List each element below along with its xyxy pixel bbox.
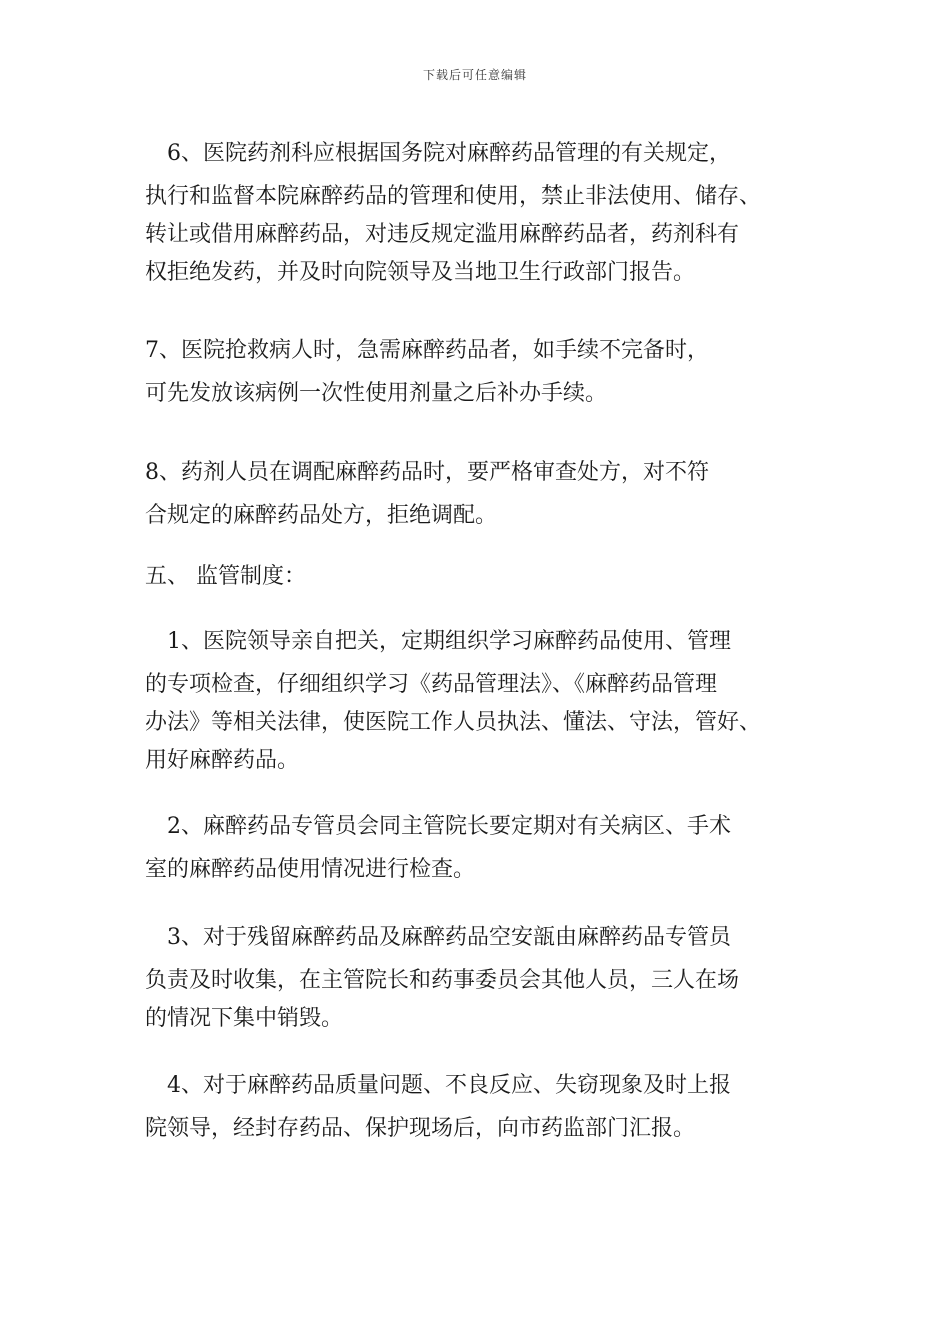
paragraph-6: [145, 130, 810, 292]
text-line: 办法》等相关法律，使医院工作人员执法、懂法、守法，管好、: [145, 710, 762, 735]
text-line: 转让或借用麻醉药品，对违反规定滥用麻醉药品者，药剂科有: [145, 222, 740, 247]
text-line: 4、对于麻醉药品质量问题、不良反应、失窃现象及时上报: [145, 1073, 731, 1098]
text-line: 院领导，经封存药品、保护现场后，向市药监部门汇报。: [145, 1116, 696, 1141]
text-line: 的情况下集中销毁。: [145, 1006, 344, 1031]
text-line: 1、医院领导亲自把关，定期组织学习麻醉药品使用、管理: [145, 629, 731, 654]
text-line: 2、麻醉药品专管员会同主管院长要定期对有关病区、手术: [145, 814, 731, 839]
paragraph-supervision-2: [145, 803, 810, 889]
text-line: 权拒绝发药，并及时向院领导及当地卫生行政部门报告。: [145, 260, 696, 285]
text-line: 的专项检查，仔细组织学习《药品管理法》、《麻醉药品管理: [145, 672, 718, 697]
text-line: 6、医院药剂科应根据国务院对麻醉药品管理的有关规定，: [145, 141, 731, 166]
text-line: 8、药剂人员在调配麻醉药品时，要严格审查处方，对不符: [145, 460, 709, 485]
text-line: 7、医院抢救病人时，急需麻醉药品者，如手续不完备时，: [145, 338, 709, 363]
header-note: 下载后可任意编辑: [422, 68, 527, 82]
text-line: 负责及时收集，在主管院长和药事委员会其他人员，三人在场: [145, 968, 740, 993]
text-line: 3、对于残留麻醉药品及麻醉药品空安瓿由麻醉药品专管员: [145, 925, 731, 950]
paragraph-supervision-3: [145, 914, 810, 1038]
text-line: 合规定的麻醉药品处方，拒绝调配。: [145, 503, 498, 528]
paragraph-supervision-1: [145, 618, 810, 780]
text-line: 室的麻醉药品使用情况进行检查。: [145, 857, 476, 882]
paragraph-8: [145, 449, 810, 535]
text-line: 执行和监督本院麻醉药品的管理和使用，禁止非法使用、储存、: [145, 184, 762, 209]
paragraph-supervision-4: [145, 1062, 810, 1148]
text-line: 可先发放该病例一次性使用剂量之后补办手续。: [145, 381, 608, 406]
text-line: 用好麻醉药品。: [145, 748, 300, 773]
section-heading-text: 五、 监管制度：: [145, 564, 306, 589]
paragraph-7: [145, 327, 810, 413]
section-heading: [145, 558, 810, 596]
